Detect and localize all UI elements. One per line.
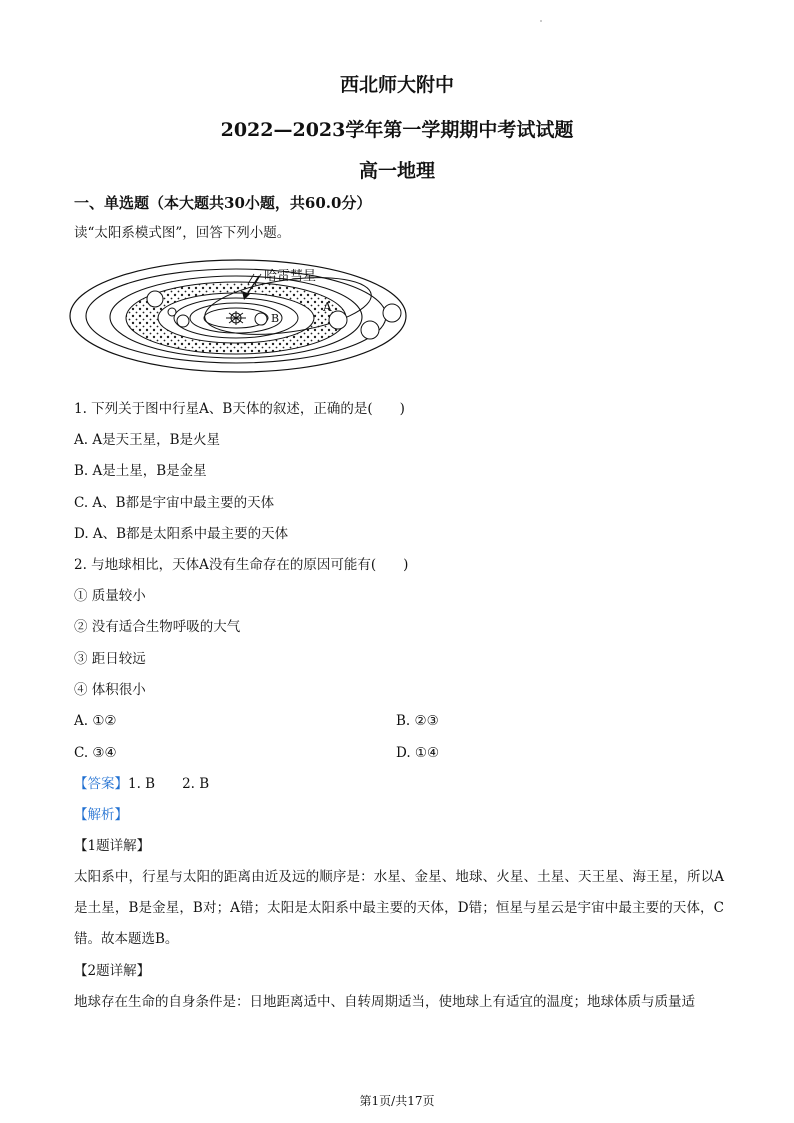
section-heading: 一、单选题（本大题共30小题，共60.0分）	[74, 194, 372, 212]
q1-option-b: B. A是土星，B是金星	[74, 463, 207, 479]
q1-option-d: D. A、B都是太阳系中最主要的天体	[74, 526, 289, 542]
exam-title: 2022—2023学年第一学期期中考试试题	[220, 119, 574, 141]
intro-text: 读“太阳系模式图”，回答下列小题。	[74, 225, 291, 241]
detail1-text: 太阳系中，行星与太阳的距离由近及远的顺序是：水星、金星、地球、火星、土星、天王星、海王星，所以A是土星，B是金星，B对；A错；太阳是太阳系中最主要的天体，D错；恒星与星云是宇宙中最主要的天体，C错。故本题选B。	[74, 869, 724, 947]
q2-option-b: B. ②③	[396, 713, 439, 729]
q1-stem: 1. 下列关于图中行星A、B天体的叙述，正确的是( )	[74, 401, 405, 417]
planet-mars	[168, 308, 176, 316]
detail2-label: 【2题详解】	[74, 963, 151, 979]
q2-item-3: ③ 距日较远	[74, 651, 146, 667]
solar-system-diagram	[68, 258, 408, 376]
comet-label: 哈雷彗星	[264, 269, 317, 284]
planet-b	[255, 313, 267, 325]
detail2-text: 地球存在生命的自身条件是：日地距离适中、自转周期适当，使地球上有适宜的温度；地球体质与质量适	[74, 994, 695, 1010]
q2-item-1: ① 质量较小	[74, 588, 146, 604]
planet-a	[329, 311, 347, 329]
label-b: B	[271, 312, 280, 325]
planet-uranus	[361, 321, 379, 339]
q1-option-a: A. A是天王星，B是火星	[74, 432, 221, 448]
q2-item-4: ④ 体积很小	[74, 682, 146, 698]
q1-option-c: C. A、B都是宇宙中最主要的天体	[74, 495, 275, 511]
school-name: 西北师大附中	[339, 74, 454, 96]
q2-stem: 2. 与地球相比，天体A没有生命存在的原因可能有( )	[74, 557, 409, 573]
label-a: A	[323, 300, 332, 314]
detail1-label: 【1题详解】	[74, 838, 151, 854]
q2-option-a: A. ①②	[74, 713, 117, 729]
planet-earth	[177, 315, 189, 327]
answer-label: 【答案】	[74, 776, 128, 792]
q2-item-2: ② 没有适合生物呼吸的大气	[74, 619, 241, 635]
planet-neptune	[383, 304, 401, 322]
scan-speck	[540, 20, 542, 22]
sun-icon	[226, 311, 246, 325]
answer-line	[74, 775, 209, 793]
subject-title: 高一地理	[358, 160, 435, 182]
q2-option-c: C. ③④	[74, 745, 117, 761]
analysis-label: 【解析】	[74, 807, 128, 823]
q2-option-d: D. ①④	[396, 745, 440, 761]
page-footer: 第1页/共17页	[359, 1094, 435, 1108]
answer-text: 1. B 2. B	[128, 776, 210, 792]
planet-jupiter	[147, 291, 163, 307]
